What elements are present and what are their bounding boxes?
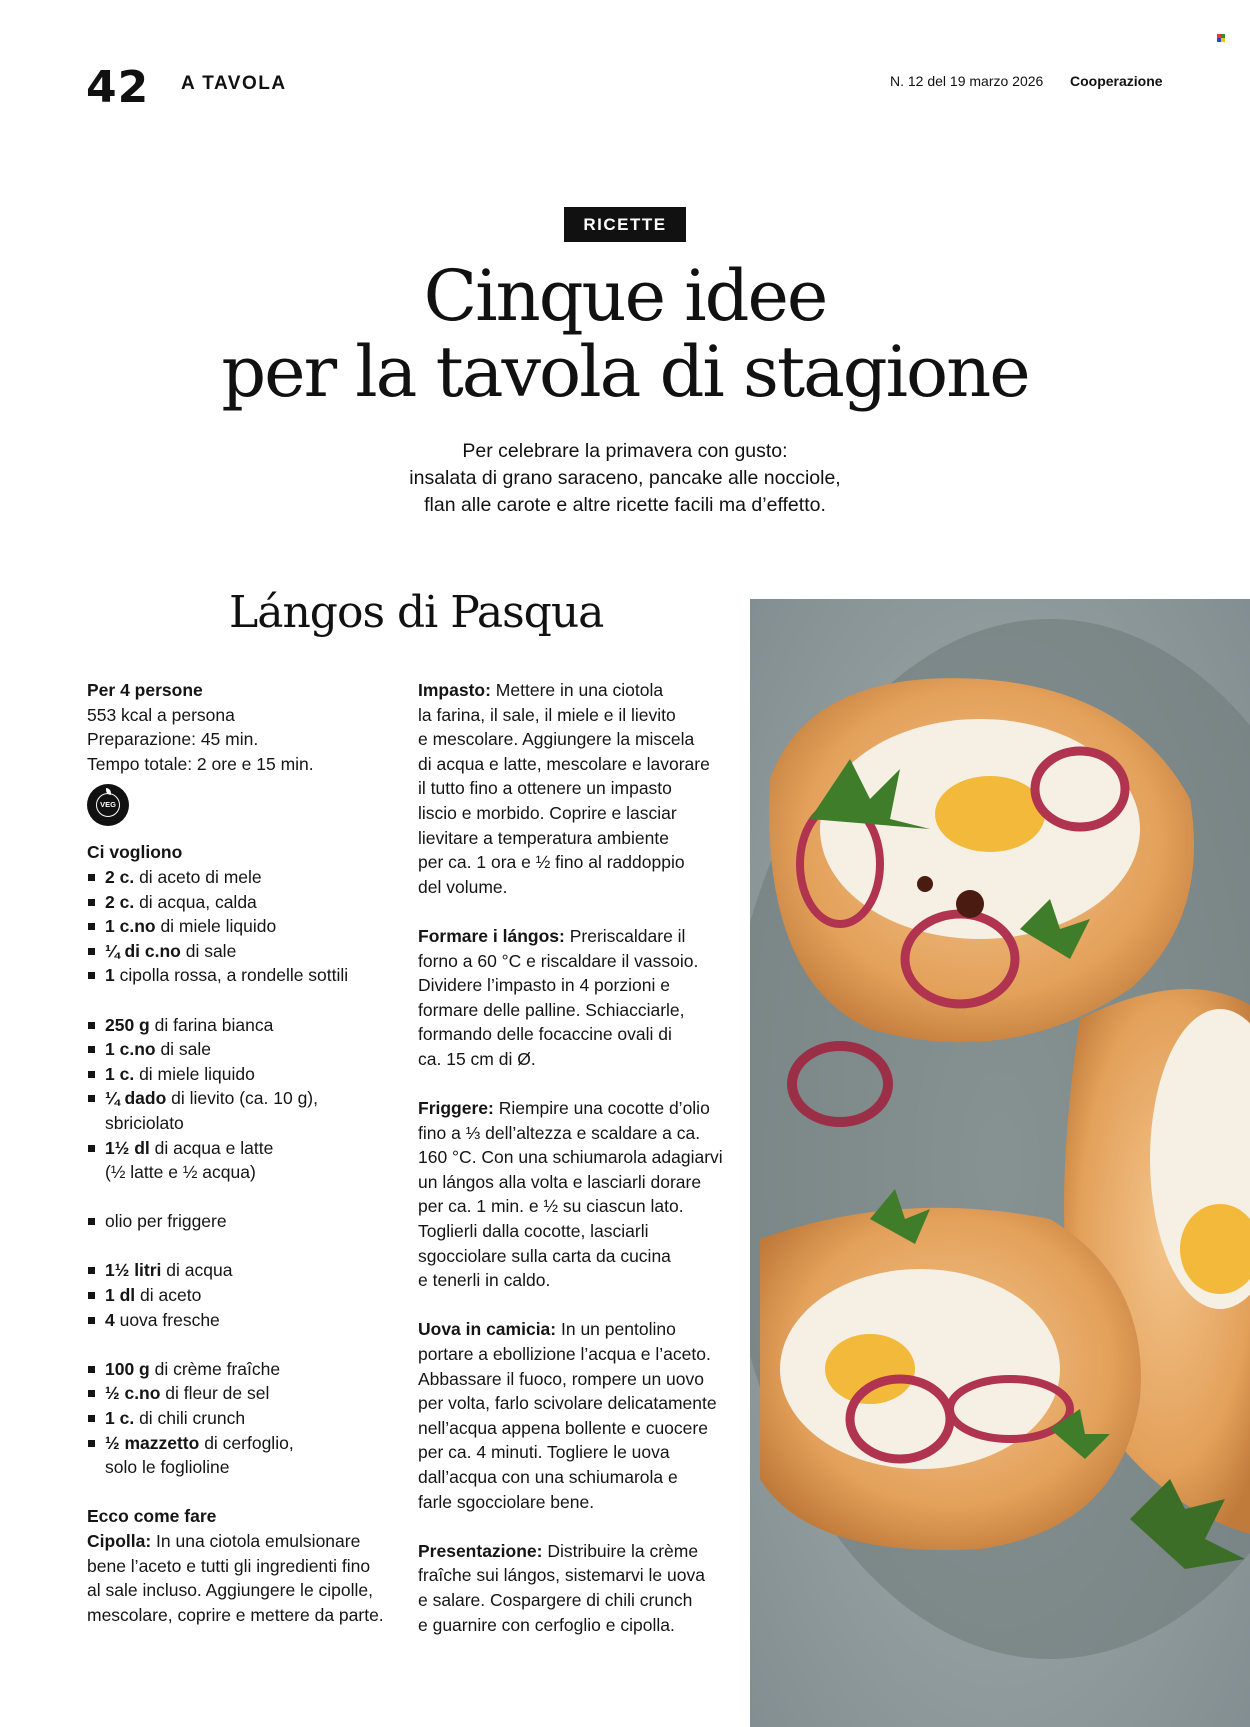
ingredient-continuation: solo le foglioline xyxy=(105,1457,230,1478)
prep-time: Preparazione: 45 min. xyxy=(87,729,259,750)
ingredient-continuation: (½ latte e ½ acqua) xyxy=(105,1162,256,1183)
method-line: 160 °C. Con una schiumarola adagiarvi xyxy=(418,1147,723,1168)
method-line: liscio e morbido. Coprire e lasciar xyxy=(418,802,677,823)
method-line: per ca. 1 min. e ½ su ciascun lato. xyxy=(418,1196,684,1217)
method-line: e guarnire con cerfoglio e cipolla. xyxy=(418,1614,675,1635)
method-line: ca. 15 cm di Ø. xyxy=(418,1048,536,1069)
method-step-cipolla: Cipolla: In una ciotola emulsionare xyxy=(87,1531,361,1551)
ingredients-title: Ci vogliono xyxy=(87,842,183,863)
ingredient-item: 1 cipolla rossa, a rondelle sottili xyxy=(87,963,407,988)
color-registration-mark xyxy=(1217,34,1225,42)
ingredient-item: 1 c.no di miele liquido xyxy=(87,914,407,939)
ingredient-item: ½ mazzetto di cerfoglio, xyxy=(87,1431,407,1456)
veg-icon xyxy=(87,784,129,826)
method-line: per volta, farlo scivolare delicatamente xyxy=(418,1393,717,1414)
method-line: lievitare a temperatura ambiente xyxy=(418,827,669,848)
method-line: al sale incluso. Aggiungere le cipolle, xyxy=(87,1580,374,1601)
brand-name: Cooperazione xyxy=(1070,73,1163,89)
ingredient-item: 2 c. di aceto di mele xyxy=(87,865,407,890)
ingredient-item: 100 g di crème fraîche xyxy=(87,1357,407,1382)
method-line: mescolare, coprire e mettere da parte. xyxy=(87,1604,384,1625)
method-line: per ca. 1 ora e ½ fino al raddoppio xyxy=(418,852,685,873)
method-step-formare: Formare i lángos: Preriscaldare il xyxy=(418,925,686,946)
headline-line: Cinque idee xyxy=(423,255,827,337)
intro-line: Per celebrare la primavera con gusto: xyxy=(462,440,788,462)
method-line: fino a ⅓ dell’altezza e scaldare a ca. xyxy=(418,1122,701,1143)
intro-text xyxy=(200,438,1050,519)
method-step-presentazione: Presentazione: Distribuire la crème xyxy=(418,1540,699,1561)
method-line: formare delle palline. Schiacciarle, xyxy=(418,999,685,1020)
method-line: un lángos alla volta e lasciarli dorare xyxy=(418,1171,702,1192)
ingredient-item: 1 c. di miele liquido xyxy=(87,1062,407,1087)
ingredient-item: ¼ di c.no di sale xyxy=(87,939,407,964)
headline-line: per la tavola di stagione xyxy=(221,331,1029,413)
method-line: portare a ebollizione l’acqua e l’aceto. xyxy=(418,1344,711,1365)
method-line: sgocciolare sulla carta da cucina xyxy=(418,1245,671,1266)
method-line: Toglierli dalla cocotte, lasciarli xyxy=(418,1221,649,1242)
page-number: 42 xyxy=(86,62,150,113)
total-time: Tempo totale: 2 ore e 15 min. xyxy=(87,753,314,774)
ingredient-item: 1 dl di aceto xyxy=(87,1283,407,1308)
ingredient-item: ¼ dado di lievito (ca. 10 g), xyxy=(87,1086,407,1111)
intro-line: insalata di grano saraceno, pancake alle nocciole, xyxy=(409,467,841,489)
method-line: formando delle focaccine ovali di xyxy=(418,1024,672,1045)
method-step-impasto: Impasto: Mettere in una ciotola xyxy=(418,680,664,700)
method-line: Abbassare il fuoco, rompere un uovo xyxy=(418,1368,704,1389)
method-title: Ecco come fare xyxy=(87,1506,217,1527)
method-line: farle sgocciolare bene. xyxy=(418,1491,595,1512)
method-line: fraîche sui lángos, sistemarvi le uova xyxy=(418,1565,705,1586)
food-photo xyxy=(750,599,1250,1727)
servings: Per 4 persone xyxy=(87,680,203,700)
page-headline xyxy=(100,255,1150,413)
method-line: nell’acqua appena bollente e cuocere xyxy=(418,1417,708,1438)
ingredient-item: 1½ dl di acqua e latte xyxy=(87,1136,407,1161)
method-line: del volume. xyxy=(418,876,508,897)
calories: 553 kcal a persona xyxy=(87,704,235,725)
method-line: e mescolare. Aggiungere la miscela xyxy=(418,729,695,750)
ingredient-item: 1½ litri di acqua xyxy=(87,1258,407,1283)
method-step-uova: Uova in camicia: In un pentolino xyxy=(418,1319,676,1340)
ingredient-item: 1 c.no di sale xyxy=(87,1037,407,1062)
method-line: la farina, il sale, il miele e il lievito xyxy=(418,704,676,725)
method-line: forno a 60 °C e riscaldare il vassoio. xyxy=(418,950,699,971)
ingredients-column xyxy=(87,678,407,1627)
method-line: e salare. Cospargere di chili crunch xyxy=(418,1589,693,1610)
ingredient-item: olio per friggere xyxy=(87,1209,407,1234)
ingredient-item: ½ c.no di fleur de sel xyxy=(87,1381,407,1406)
method-line: il tutto fino a ottenere un impasto xyxy=(418,778,672,799)
method-line: e tenerli in caldo. xyxy=(418,1270,551,1291)
method-step-friggere: Friggere: Riempire una cocotte d’olio xyxy=(418,1098,710,1119)
method-line: dall’acqua con una schiumarola e xyxy=(418,1467,678,1487)
ingredient-continuation: sbriciolato xyxy=(105,1112,184,1133)
issue-date: N. 12 del 19 marzo 2026 xyxy=(890,73,1044,89)
langos-illustration xyxy=(750,599,1250,1727)
intro-line: flan alle carote e altre ricette facili ma d’effetto. xyxy=(424,494,826,516)
method-line: bene l’aceto e tutti gli ingredienti fino xyxy=(87,1555,371,1576)
ingredient-item: 2 c. di acqua, calda xyxy=(87,890,407,915)
method-line: per ca. 4 minuti. Togliere le uova xyxy=(418,1442,670,1463)
ingredient-item: 250 g di farina bianca xyxy=(87,1013,407,1038)
ingredient-item: 4 uova fresche xyxy=(87,1308,407,1333)
ingredient-item: 1 c. di chili crunch xyxy=(87,1406,407,1431)
recipe-title: Lángos di Pasqua xyxy=(229,587,604,638)
section-title: A TAVOLA xyxy=(181,73,287,94)
method-line: Dividere l’impasto in 4 porzioni e xyxy=(418,975,670,996)
category-badge: RICETTE xyxy=(564,207,686,242)
method-column xyxy=(418,678,740,1637)
veg-label: VEG xyxy=(96,793,120,817)
method-line: di acqua e latte, mescolare e lavorare xyxy=(418,753,710,774)
